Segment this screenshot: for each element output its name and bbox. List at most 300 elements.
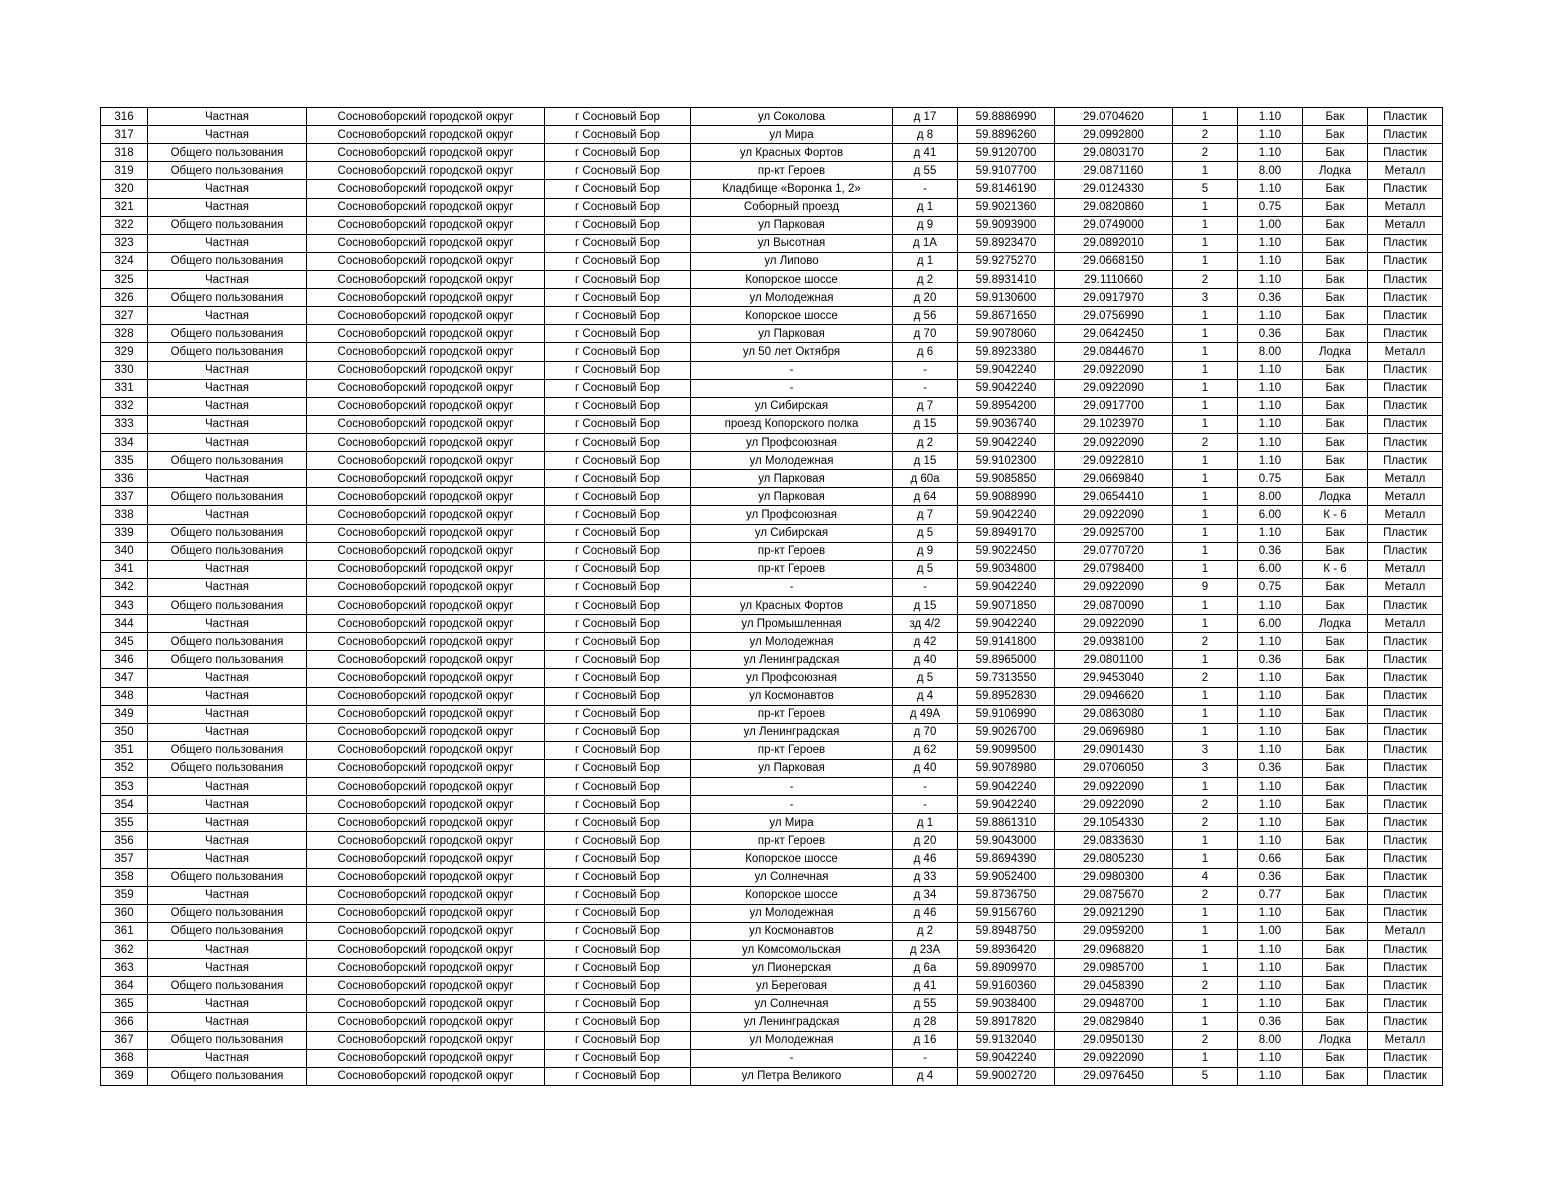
cell-row-number: 330 xyxy=(101,361,148,379)
cell-house: д 49А xyxy=(893,705,958,723)
cell-row-number: 369 xyxy=(101,1067,148,1085)
cell-material: Пластик xyxy=(1368,144,1443,162)
cell-street: ул Профсоюзная xyxy=(691,433,893,451)
cell-container-type: Бак xyxy=(1303,289,1368,307)
table-row xyxy=(101,198,1443,216)
cell-container-count: 2 xyxy=(1173,126,1238,144)
cell-material: Пластик xyxy=(1368,452,1443,470)
cell-container-count: 1 xyxy=(1173,705,1238,723)
cell-ownership: Общего пользования xyxy=(148,542,307,560)
cell-volume: 1.10 xyxy=(1238,144,1303,162)
cell-container-type: Бак xyxy=(1303,687,1368,705)
cell-longitude: 29.0948700 xyxy=(1055,995,1173,1013)
cell-material: Пластик xyxy=(1368,397,1443,415)
cell-ownership: Общего пользования xyxy=(148,922,307,940)
cell-container-type: Бак xyxy=(1303,832,1368,850)
cell-city: г Сосновый Бор xyxy=(545,796,691,814)
cell-district: Сосновоборский городской округ xyxy=(307,397,545,415)
cell-container-count: 1 xyxy=(1173,959,1238,977)
cell-material: Пластик xyxy=(1368,814,1443,832)
cell-district: Сосновоборский городской округ xyxy=(307,108,545,126)
cell-ownership: Частная xyxy=(148,995,307,1013)
cell-ownership: Частная xyxy=(148,180,307,198)
cell-ownership: Общего пользования xyxy=(148,596,307,614)
cell-city: г Сосновый Бор xyxy=(545,1031,691,1049)
cell-city: г Сосновый Бор xyxy=(545,578,691,596)
table-row xyxy=(101,397,1443,415)
table-row xyxy=(101,995,1443,1013)
cell-container-type: Бак xyxy=(1303,361,1368,379)
cell-volume: 8.00 xyxy=(1238,1031,1303,1049)
cell-street: ул Соколова xyxy=(691,108,893,126)
cell-latitude: 59.7313550 xyxy=(958,669,1055,687)
cell-material: Пластик xyxy=(1368,379,1443,397)
cell-container-count: 1 xyxy=(1173,651,1238,669)
cell-house: д 64 xyxy=(893,488,958,506)
cell-container-type: Бак xyxy=(1303,633,1368,651)
cell-container-count: 1 xyxy=(1173,470,1238,488)
cell-container-count: 1 xyxy=(1173,198,1238,216)
cell-ownership: Общего пользования xyxy=(148,162,307,180)
cell-ownership: Частная xyxy=(148,108,307,126)
cell-row-number: 335 xyxy=(101,452,148,470)
cell-latitude: 59.8948750 xyxy=(958,922,1055,940)
cell-row-number: 347 xyxy=(101,669,148,687)
cell-street: пр-кт Героев xyxy=(691,705,893,723)
cell-volume: 0.36 xyxy=(1238,868,1303,886)
cell-volume: 1.10 xyxy=(1238,1049,1303,1067)
cell-container-type: Бак xyxy=(1303,433,1368,451)
cell-city: г Сосновый Бор xyxy=(545,542,691,560)
cell-ownership: Частная xyxy=(148,578,307,596)
cell-city: г Сосновый Бор xyxy=(545,289,691,307)
cell-container-type: Бак xyxy=(1303,741,1368,759)
cell-volume: 0.66 xyxy=(1238,850,1303,868)
cell-container-count: 1 xyxy=(1173,904,1238,922)
cell-ownership: Общего пользования xyxy=(148,868,307,886)
cell-volume: 1.10 xyxy=(1238,452,1303,470)
cell-latitude: 59.9120700 xyxy=(958,144,1055,162)
cell-latitude: 59.8736750 xyxy=(958,886,1055,904)
cell-latitude: 59.8931410 xyxy=(958,270,1055,288)
table-row xyxy=(101,542,1443,560)
cell-container-count: 9 xyxy=(1173,578,1238,596)
cell-longitude: 29.0950130 xyxy=(1055,1031,1173,1049)
cell-longitude: 29.0917970 xyxy=(1055,289,1173,307)
cell-material: Пластик xyxy=(1368,868,1443,886)
cell-house: д 55 xyxy=(893,162,958,180)
cell-volume: 1.10 xyxy=(1238,687,1303,705)
cell-material: Пластик xyxy=(1368,415,1443,433)
cell-ownership: Частная xyxy=(148,470,307,488)
cell-house: д 5 xyxy=(893,524,958,542)
cell-ownership: Частная xyxy=(148,198,307,216)
cell-latitude: 59.9042240 xyxy=(958,1049,1055,1067)
cell-ownership: Частная xyxy=(148,941,307,959)
cell-container-type: Бак xyxy=(1303,596,1368,614)
cell-volume: 0.36 xyxy=(1238,542,1303,560)
cell-ownership: Общего пользования xyxy=(148,488,307,506)
cell-container-type: Бак xyxy=(1303,778,1368,796)
cell-street: пр-кт Героев xyxy=(691,741,893,759)
cell-house: д 15 xyxy=(893,452,958,470)
cell-longitude: 29.0829840 xyxy=(1055,1013,1173,1031)
cell-longitude: 29.0959200 xyxy=(1055,922,1173,940)
cell-row-number: 353 xyxy=(101,778,148,796)
table-row xyxy=(101,180,1443,198)
cell-longitude: 29.0668150 xyxy=(1055,252,1173,270)
table-row xyxy=(101,651,1443,669)
cell-district: Сосновоборский городской округ xyxy=(307,415,545,433)
cell-material: Пластик xyxy=(1368,959,1443,977)
cell-container-type: Бак xyxy=(1303,578,1368,596)
cell-house: - xyxy=(893,578,958,596)
cell-latitude: 59.9038400 xyxy=(958,995,1055,1013)
cell-street: ул 50 лет Октября xyxy=(691,343,893,361)
table-row xyxy=(101,270,1443,288)
cell-city: г Сосновый Бор xyxy=(545,144,691,162)
cell-longitude: 29.0669840 xyxy=(1055,470,1173,488)
cell-volume: 0.77 xyxy=(1238,886,1303,904)
cell-city: г Сосновый Бор xyxy=(545,234,691,252)
cell-district: Сосновоборский городской округ xyxy=(307,832,545,850)
cell-material: Пластик xyxy=(1368,108,1443,126)
cell-street: проезд Копорского полка xyxy=(691,415,893,433)
table-row xyxy=(101,904,1443,922)
table-row xyxy=(101,234,1443,252)
cell-material: Пластик xyxy=(1368,633,1443,651)
cell-volume: 1.10 xyxy=(1238,741,1303,759)
cell-volume: 1.10 xyxy=(1238,669,1303,687)
cell-container-count: 1 xyxy=(1173,615,1238,633)
cell-row-number: 365 xyxy=(101,995,148,1013)
cell-district: Сосновоборский городской округ xyxy=(307,307,545,325)
cell-street: ул Комсомольская xyxy=(691,941,893,959)
cell-district: Сосновоборский городской округ xyxy=(307,234,545,252)
table-row xyxy=(101,977,1443,995)
cell-district: Сосновоборский городской округ xyxy=(307,1031,545,1049)
cell-district: Сосновоборский городской округ xyxy=(307,904,545,922)
cell-city: г Сосновый Бор xyxy=(545,995,691,1013)
cell-longitude: 29.0654410 xyxy=(1055,488,1173,506)
cell-house: д 56 xyxy=(893,307,958,325)
cell-district: Сосновоборский городской округ xyxy=(307,959,545,977)
cell-row-number: 334 xyxy=(101,433,148,451)
cell-volume: 1.10 xyxy=(1238,723,1303,741)
cell-street: - xyxy=(691,379,893,397)
cell-container-type: Бак xyxy=(1303,126,1368,144)
cell-row-number: 323 xyxy=(101,234,148,252)
cell-city: г Сосновый Бор xyxy=(545,252,691,270)
cell-container-type: Бак xyxy=(1303,723,1368,741)
cell-street: ул Молодежная xyxy=(691,1031,893,1049)
cell-city: г Сосновый Бор xyxy=(545,1049,691,1067)
cell-city: г Сосновый Бор xyxy=(545,886,691,904)
cell-volume: 8.00 xyxy=(1238,343,1303,361)
cell-district: Сосновоборский городской округ xyxy=(307,560,545,578)
cell-house: д 40 xyxy=(893,759,958,777)
cell-street: - xyxy=(691,578,893,596)
cell-latitude: 59.9052400 xyxy=(958,868,1055,886)
cell-volume: 1.10 xyxy=(1238,415,1303,433)
cell-street: - xyxy=(691,1049,893,1067)
cell-container-count: 3 xyxy=(1173,289,1238,307)
cell-volume: 1.10 xyxy=(1238,941,1303,959)
cell-row-number: 332 xyxy=(101,397,148,415)
cell-row-number: 336 xyxy=(101,470,148,488)
cell-container-type: Бак xyxy=(1303,216,1368,234)
cell-longitude: 29.0917700 xyxy=(1055,397,1173,415)
cell-container-type: Бак xyxy=(1303,325,1368,343)
cell-volume: 1.10 xyxy=(1238,252,1303,270)
cell-street: Копорское шоссе xyxy=(691,270,893,288)
cell-latitude: 59.8949170 xyxy=(958,524,1055,542)
cell-district: Сосновоборский городской округ xyxy=(307,886,545,904)
cell-street: ул Сибирская xyxy=(691,397,893,415)
cell-house: д 46 xyxy=(893,850,958,868)
cell-city: г Сосновый Бор xyxy=(545,687,691,705)
cell-district: Сосновоборский городской округ xyxy=(307,252,545,270)
cell-longitude: 29.0922810 xyxy=(1055,452,1173,470)
cell-volume: 1.10 xyxy=(1238,995,1303,1013)
cell-longitude: 29.1023970 xyxy=(1055,415,1173,433)
cell-volume: 1.10 xyxy=(1238,1067,1303,1085)
cell-street: ул Парковая xyxy=(691,325,893,343)
cell-container-count: 2 xyxy=(1173,270,1238,288)
cell-district: Сосновоборский городской округ xyxy=(307,379,545,397)
cell-volume: 1.10 xyxy=(1238,596,1303,614)
cell-ownership: Общего пользования xyxy=(148,452,307,470)
cell-container-type: Лодка xyxy=(1303,1031,1368,1049)
cell-house: д 2 xyxy=(893,433,958,451)
cell-ownership: Общего пользования xyxy=(148,1067,307,1085)
cell-street: ул Молодежная xyxy=(691,904,893,922)
cell-container-count: 1 xyxy=(1173,687,1238,705)
cell-latitude: 59.8936420 xyxy=(958,941,1055,959)
cell-ownership: Частная xyxy=(148,270,307,288)
cell-city: г Сосновый Бор xyxy=(545,108,691,126)
cell-street: ул Ленинградская xyxy=(691,723,893,741)
cell-ownership: Частная xyxy=(148,959,307,977)
cell-city: г Сосновый Бор xyxy=(545,488,691,506)
table-row xyxy=(101,1013,1443,1031)
cell-container-count: 3 xyxy=(1173,759,1238,777)
cell-material: Пластик xyxy=(1368,723,1443,741)
cell-container-count: 2 xyxy=(1173,633,1238,651)
cell-district: Сосновоборский городской округ xyxy=(307,796,545,814)
cell-district: Сосновоборский городской округ xyxy=(307,1049,545,1067)
cell-container-type: Бак xyxy=(1303,941,1368,959)
cell-house: д 4 xyxy=(893,1067,958,1085)
cell-ownership: Частная xyxy=(148,814,307,832)
cell-city: г Сосновый Бор xyxy=(545,470,691,488)
cell-house: д 2 xyxy=(893,270,958,288)
cell-container-count: 1 xyxy=(1173,1013,1238,1031)
cell-house: д 6 xyxy=(893,343,958,361)
cell-volume: 0.36 xyxy=(1238,325,1303,343)
cell-latitude: 59.9088990 xyxy=(958,488,1055,506)
cell-house: д 46 xyxy=(893,904,958,922)
table-row xyxy=(101,1031,1443,1049)
cell-longitude: 29.0992800 xyxy=(1055,126,1173,144)
cell-volume: 1.10 xyxy=(1238,433,1303,451)
cell-longitude: 29.0863080 xyxy=(1055,705,1173,723)
table-row xyxy=(101,832,1443,850)
cell-row-number: 339 xyxy=(101,524,148,542)
cell-container-count: 1 xyxy=(1173,723,1238,741)
cell-longitude: 29.0922090 xyxy=(1055,615,1173,633)
cell-latitude: 59.9107700 xyxy=(958,162,1055,180)
cell-container-count: 1 xyxy=(1173,343,1238,361)
cell-latitude: 59.8896260 xyxy=(958,126,1055,144)
cell-ownership: Частная xyxy=(148,615,307,633)
cell-material: Пластик xyxy=(1368,832,1443,850)
table-row xyxy=(101,108,1443,126)
cell-house: д 40 xyxy=(893,651,958,669)
cell-row-number: 333 xyxy=(101,415,148,433)
cell-material: Пластик xyxy=(1368,778,1443,796)
cell-material: Пластик xyxy=(1368,1013,1443,1031)
cell-volume: 0.75 xyxy=(1238,198,1303,216)
cell-longitude: 29.0756990 xyxy=(1055,307,1173,325)
cell-latitude: 59.9042240 xyxy=(958,778,1055,796)
cell-volume: 1.10 xyxy=(1238,234,1303,252)
cell-house: д 1А xyxy=(893,234,958,252)
cell-city: г Сосновый Бор xyxy=(545,1013,691,1031)
cell-container-count: 2 xyxy=(1173,1031,1238,1049)
cell-row-number: 324 xyxy=(101,252,148,270)
cell-longitude: 29.1110660 xyxy=(1055,270,1173,288)
cell-ownership: Общего пользования xyxy=(148,759,307,777)
cell-street: ул Ленинградская xyxy=(691,651,893,669)
cell-street: ул Молодежная xyxy=(691,289,893,307)
cell-city: г Сосновый Бор xyxy=(545,850,691,868)
cell-volume: 1.10 xyxy=(1238,959,1303,977)
cell-container-count: 1 xyxy=(1173,506,1238,524)
cell-street: ул Сибирская xyxy=(691,524,893,542)
cell-container-count: 1 xyxy=(1173,832,1238,850)
cell-district: Сосновоборский городской округ xyxy=(307,977,545,995)
cell-house: д 41 xyxy=(893,977,958,995)
cell-ownership: Частная xyxy=(148,379,307,397)
cell-material: Пластик xyxy=(1368,941,1443,959)
cell-ownership: Общего пользования xyxy=(148,633,307,651)
cell-volume: 1.10 xyxy=(1238,108,1303,126)
cell-house: д 33 xyxy=(893,868,958,886)
cell-container-count: 4 xyxy=(1173,868,1238,886)
cell-district: Сосновоборский городской округ xyxy=(307,705,545,723)
cell-latitude: 59.9132040 xyxy=(958,1031,1055,1049)
cell-material: Пластик xyxy=(1368,651,1443,669)
cell-material: Металл xyxy=(1368,506,1443,524)
cell-row-number: 345 xyxy=(101,633,148,651)
table-row xyxy=(101,560,1443,578)
cell-latitude: 59.9042240 xyxy=(958,796,1055,814)
cell-house: д 55 xyxy=(893,995,958,1013)
cell-city: г Сосновый Бор xyxy=(545,814,691,832)
cell-district: Сосновоборский городской округ xyxy=(307,922,545,940)
cell-row-number: 360 xyxy=(101,904,148,922)
cell-ownership: Общего пользования xyxy=(148,651,307,669)
cell-row-number: 352 xyxy=(101,759,148,777)
cell-city: г Сосновый Бор xyxy=(545,778,691,796)
cell-street: ул Парковая xyxy=(691,759,893,777)
cell-material: Пластик xyxy=(1368,180,1443,198)
cell-district: Сосновоборский городской округ xyxy=(307,126,545,144)
cell-container-count: 1 xyxy=(1173,307,1238,325)
cell-container-type: Бак xyxy=(1303,470,1368,488)
table-row xyxy=(101,741,1443,759)
table-row xyxy=(101,452,1443,470)
cell-longitude: 29.0922090 xyxy=(1055,778,1173,796)
cell-container-type: Лодка xyxy=(1303,162,1368,180)
table-row xyxy=(101,886,1443,904)
cell-latitude: 59.9085850 xyxy=(958,470,1055,488)
cell-ownership: Общего пользования xyxy=(148,524,307,542)
cell-district: Сосновоборский городской округ xyxy=(307,452,545,470)
table-row xyxy=(101,433,1443,451)
cell-row-number: 354 xyxy=(101,796,148,814)
table-row xyxy=(101,814,1443,832)
cell-street: ул Профсоюзная xyxy=(691,669,893,687)
cell-city: г Сосновый Бор xyxy=(545,415,691,433)
cell-volume: 1.10 xyxy=(1238,397,1303,415)
cell-container-type: Бак xyxy=(1303,922,1368,940)
cell-district: Сосновоборский городской округ xyxy=(307,162,545,180)
table-row xyxy=(101,778,1443,796)
cell-container-type: Бак xyxy=(1303,796,1368,814)
cell-street: ул Космонавтов xyxy=(691,922,893,940)
cell-material: Металл xyxy=(1368,615,1443,633)
cell-ownership: Частная xyxy=(148,850,307,868)
cell-container-count: 1 xyxy=(1173,415,1238,433)
cell-longitude: 29.0844670 xyxy=(1055,343,1173,361)
cell-house: д 5 xyxy=(893,669,958,687)
cell-container-count: 1 xyxy=(1173,216,1238,234)
cell-latitude: 59.9042240 xyxy=(958,615,1055,633)
cell-ownership: Частная xyxy=(148,307,307,325)
cell-street: Соборный проезд xyxy=(691,198,893,216)
cell-material: Металл xyxy=(1368,922,1443,940)
cell-street: ул Молодежная xyxy=(691,452,893,470)
cell-container-count: 2 xyxy=(1173,144,1238,162)
cell-row-number: 320 xyxy=(101,180,148,198)
cell-volume: 1.10 xyxy=(1238,705,1303,723)
cell-district: Сосновоборский городской округ xyxy=(307,941,545,959)
cell-row-number: 361 xyxy=(101,922,148,940)
cell-material: Пластик xyxy=(1368,361,1443,379)
cell-city: г Сосновый Бор xyxy=(545,941,691,959)
cell-row-number: 341 xyxy=(101,560,148,578)
cell-longitude: 29.9453040 xyxy=(1055,669,1173,687)
cell-street: ул Парковая xyxy=(691,488,893,506)
cell-container-type: Бак xyxy=(1303,1013,1368,1031)
cell-city: г Сосновый Бор xyxy=(545,723,691,741)
cell-latitude: 59.8671650 xyxy=(958,307,1055,325)
cell-volume: 6.00 xyxy=(1238,506,1303,524)
cell-material: Пластик xyxy=(1368,687,1443,705)
cell-row-number: 356 xyxy=(101,832,148,850)
cell-ownership: Частная xyxy=(148,126,307,144)
cell-house: д 34 xyxy=(893,886,958,904)
cell-city: г Сосновый Бор xyxy=(545,759,691,777)
cell-container-count: 2 xyxy=(1173,977,1238,995)
cell-city: г Сосновый Бор xyxy=(545,959,691,977)
cell-city: г Сосновый Бор xyxy=(545,162,691,180)
cell-city: г Сосновый Бор xyxy=(545,506,691,524)
cell-longitude: 29.0968820 xyxy=(1055,941,1173,959)
cell-container-type: Бак xyxy=(1303,977,1368,995)
